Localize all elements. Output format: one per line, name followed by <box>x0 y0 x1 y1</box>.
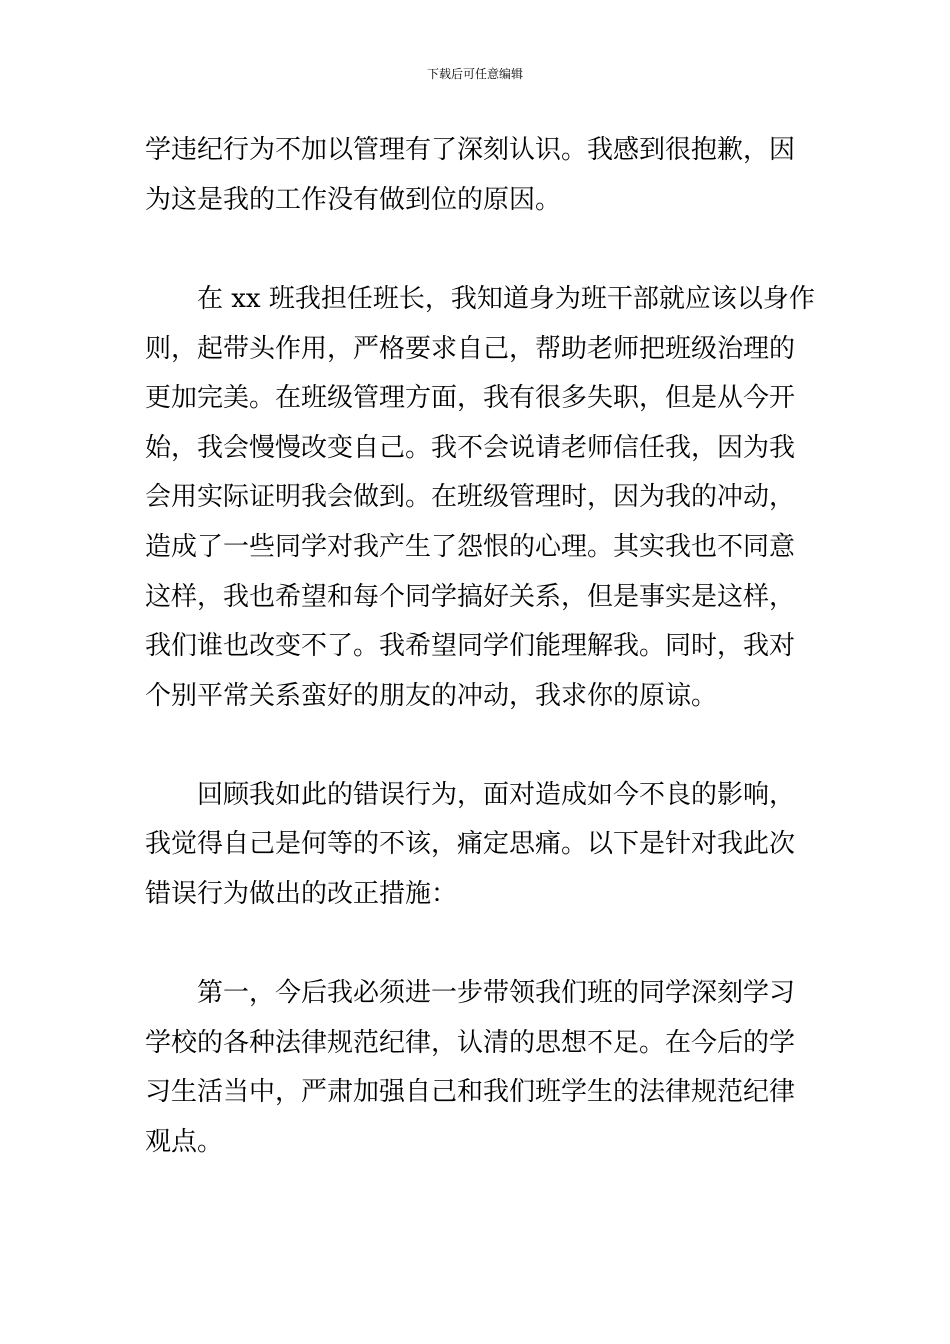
paragraph-2-line-9: 个别平常关系蛮好的朋友的冲动，我求你的原谅。 <box>145 681 718 711</box>
paragraph-2-line-8: 我们谁也改变不了。我希望同学们能理解我。同时，我对 <box>145 631 796 661</box>
paragraph-1-line-2: 为这是我的工作没有做到位的原因。 <box>145 185 562 215</box>
paragraph-2-line-7: 这样，我也希望和每个同学搞好关系，但是事实是这样， <box>145 582 796 612</box>
paragraph-2-line-2: 则，起带头作用，严格要求自己，帮助老师把班级治理的 <box>145 334 796 364</box>
paragraph-3-line-3: 错误行为做出的改正措施： <box>145 879 458 909</box>
paragraph-2-line-5: 会用实际证明我会做到。在班级管理时，因为我的冲动， <box>145 482 796 512</box>
page-header-note: 下载后可任意编辑 <box>426 67 523 81</box>
paragraph-2-line-3: 更加完美。在班级管理方面，我有很多失职，但是从今开 <box>145 383 796 413</box>
paragraph-2-line-4: 始，我会慢慢改变自己。我不会说请老师信任我，因为我 <box>145 433 796 463</box>
paragraph-3-line-2: 我觉得自己是何等的不该，痛定思痛。以下是针对我此次 <box>145 829 796 859</box>
paragraph-3-line-1: 回顾我如此的错误行为，面对造成如今不良的影响， <box>197 780 796 810</box>
paragraph-4-line-2: 学校的各种法律规范纪律，认清的思想不足。在今后的学 <box>145 1028 796 1058</box>
paragraph-2-line-6: 造成了一些同学对我产生了怨恨的心理。其实我也不同意 <box>145 532 796 562</box>
paragraph-1-line-1: 学违纪行为不加以管理有了深刻认识。我感到很抱歉，因 <box>145 135 796 165</box>
paragraph-4-line-1: 第一，今后我必须进一步带领我们班的同学深刻学习 <box>197 978 796 1008</box>
paragraph-4-line-4: 观点。 <box>145 1127 224 1157</box>
paragraph-2-line-1: 在 xx 班我担任班长，我知道身为班干部就应该以身作 <box>197 284 815 314</box>
paragraph-4-line-3: 习生活当中，严肃加强自己和我们班学生的法律规范纪律 <box>145 1077 796 1107</box>
